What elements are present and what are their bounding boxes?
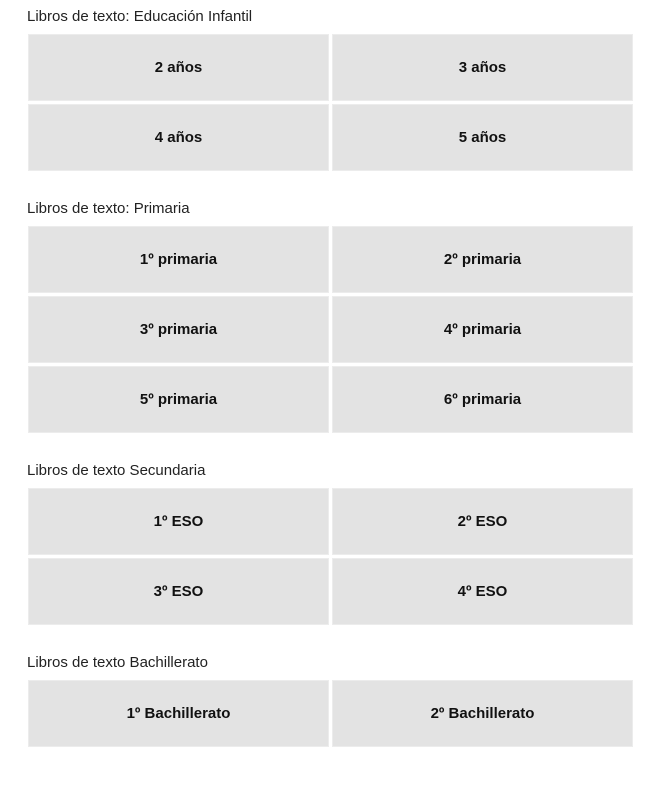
grade-label: 3º primaria xyxy=(139,321,218,338)
grade-label: 4º ESO xyxy=(457,583,508,600)
grade-label: 1º ESO xyxy=(153,513,204,530)
grade-button-5-anos[interactable] xyxy=(332,104,633,171)
grade-label: 2º ESO xyxy=(457,513,508,530)
grade-button-5-primaria[interactable] xyxy=(28,366,329,433)
grade-button-1-bachillerato[interactable] xyxy=(28,680,329,747)
grade-label: 6º primaria xyxy=(443,391,522,408)
section-title: Libros de texto: Educación Infantil xyxy=(27,8,253,25)
section-title: Libros de texto: Primaria xyxy=(27,200,190,217)
grade-label: 1º Bachillerato xyxy=(126,705,231,722)
grade-button-2-anos[interactable] xyxy=(28,34,329,101)
grade-grid xyxy=(28,680,650,747)
grade-label: 4 años xyxy=(154,129,203,146)
grade-label: 4º primaria xyxy=(443,321,522,338)
grade-label: 1º primaria xyxy=(139,251,218,268)
grade-label: 2º primaria xyxy=(443,251,522,268)
grade-button-3-eso[interactable] xyxy=(28,558,329,625)
grade-button-2-bachillerato[interactable] xyxy=(332,680,633,747)
grade-label: 5º primaria xyxy=(139,391,218,408)
grade-button-3-anos[interactable] xyxy=(332,34,633,101)
grade-label: 3º ESO xyxy=(153,583,204,600)
section-primaria xyxy=(27,200,650,433)
section-secundaria xyxy=(27,462,650,625)
grade-button-2-eso[interactable] xyxy=(332,488,633,555)
grade-button-1-primaria[interactable] xyxy=(28,226,329,293)
grade-grid xyxy=(28,34,650,171)
grade-button-4-eso[interactable] xyxy=(332,558,633,625)
grade-button-6-primaria[interactable] xyxy=(332,366,633,433)
grade-button-4-anos[interactable] xyxy=(28,104,329,171)
grade-button-1-eso[interactable] xyxy=(28,488,329,555)
grade-button-3-primaria[interactable] xyxy=(28,296,329,363)
section-title: Libros de texto Secundaria xyxy=(27,462,206,479)
section-title: Libros de texto Bachillerato xyxy=(27,654,208,671)
section-infantil xyxy=(27,8,650,171)
grade-label: 3 años xyxy=(458,59,507,76)
section-bachillerato xyxy=(27,654,650,747)
grade-button-4-primaria[interactable] xyxy=(332,296,633,363)
grade-label: 5 años xyxy=(458,129,507,146)
grade-button-2-primaria[interactable] xyxy=(332,226,633,293)
grade-grid xyxy=(28,488,650,625)
grade-grid xyxy=(28,226,650,433)
grade-label: 2 años xyxy=(154,59,203,76)
grade-label: 2º Bachillerato xyxy=(430,705,535,722)
